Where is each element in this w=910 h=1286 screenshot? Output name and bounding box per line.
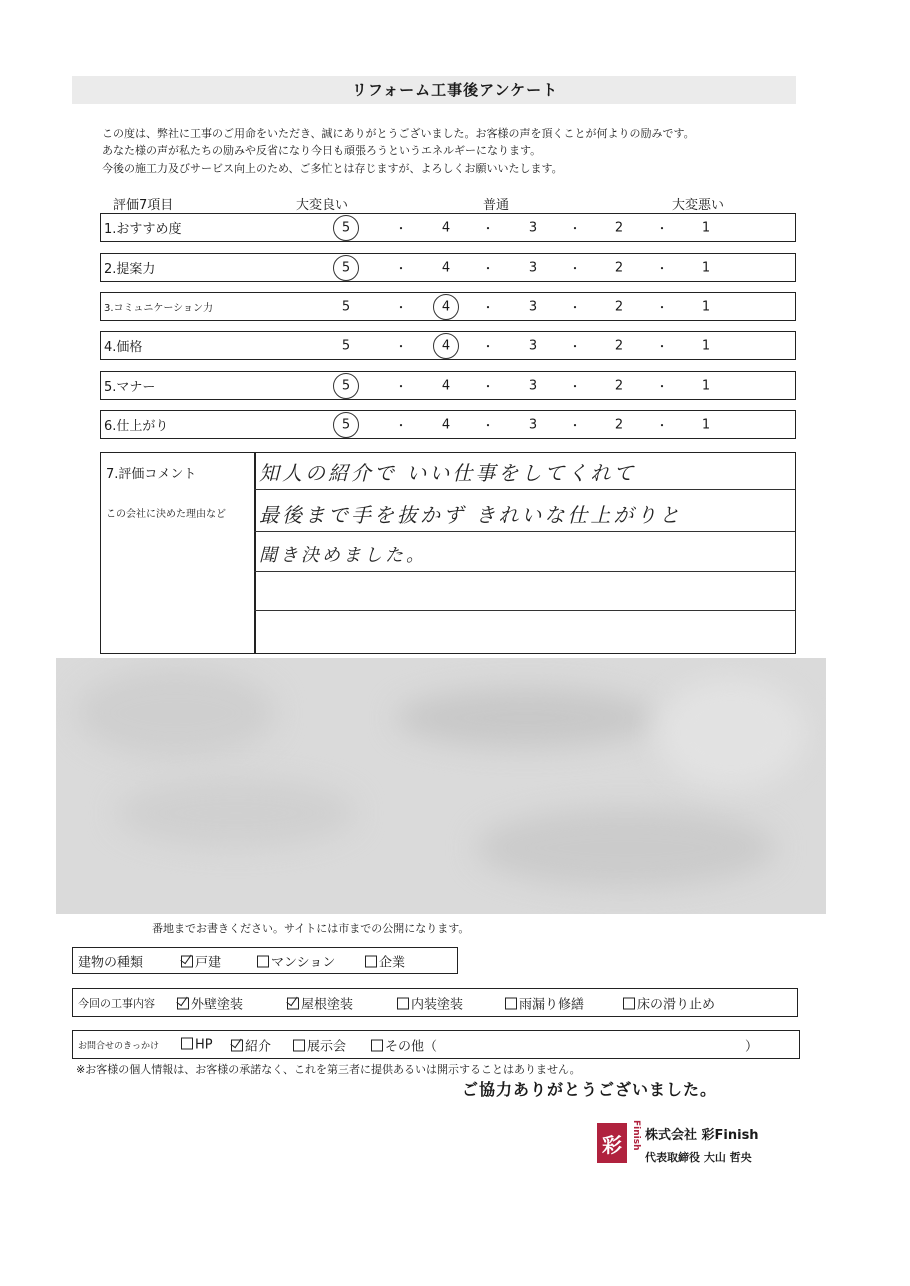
company-logo-text: Finish [631, 1120, 641, 1151]
rating-option-2[interactable]: 2 [614, 378, 624, 393]
redacted-blob [116, 778, 356, 848]
work-option-leak[interactable]: 雨漏り修繕 [505, 993, 584, 1012]
inquiry-trigger-label: お問合せのきっかけ [78, 1041, 160, 1051]
building-option-detached[interactable]: 戸建 [181, 951, 221, 970]
building-option-mansion[interactable]: マンション [257, 951, 335, 970]
company-representative: 代表取締役 大山 哲央 [645, 1151, 752, 1164]
intro-line-2: あなた様の声が私たちの励みや反省になり今日も頑張ろうというエネルギーになります。 [102, 144, 542, 157]
rating-row [100, 331, 796, 360]
comment-rule [254, 531, 795, 532]
rating-label: 1.おすすめ度 [104, 222, 182, 237]
rating-option-2[interactable]: 2 [614, 220, 624, 235]
trigger-option-hp[interactable]: HP [181, 1037, 213, 1052]
separator-dot: ・ [568, 261, 582, 275]
selected-circle-icon [433, 294, 459, 320]
comment-sublabel: この会社に決めた理由など [106, 509, 226, 520]
checkbox-icon[interactable] [177, 997, 189, 1009]
rating-option-4[interactable]: 4 [441, 220, 451, 235]
comment-divider [254, 453, 256, 653]
address-note: 番地までお書きください。サイトには市までの公開になります。 [152, 922, 470, 935]
rating-label: 5.マナー [104, 380, 156, 395]
trigger-option-referral[interactable]: 紹介 [231, 1035, 271, 1054]
separator-dot: ・ [394, 379, 408, 393]
separator-dot: ・ [655, 418, 669, 432]
trigger-option-exhibition[interactable]: 展示会 [293, 1035, 346, 1054]
redacted-blob [656, 678, 806, 788]
separator-dot: ・ [655, 339, 669, 353]
building-type-label: 建物の種類 [78, 955, 144, 970]
checkbox-icon[interactable] [371, 1039, 383, 1051]
separator-dot: ・ [568, 418, 582, 432]
rating-row [100, 371, 796, 400]
header-best: 大変良い [296, 198, 349, 213]
separator-dot: ・ [655, 261, 669, 275]
rating-row [100, 213, 796, 242]
checkbox-icon[interactable] [287, 997, 299, 1009]
rating-option-4[interactable]: 4 [441, 338, 451, 353]
separator-dot: ・ [481, 339, 495, 353]
rating-option-3[interactable]: 3 [528, 378, 538, 393]
work-option-roof[interactable]: 屋根塗装 [287, 993, 353, 1012]
rating-option-1[interactable]: 1 [701, 338, 711, 353]
rating-option-2[interactable]: 2 [614, 338, 624, 353]
separator-dot: ・ [481, 300, 495, 314]
rating-label: 3.コミュニケーション力 [104, 303, 213, 314]
separator-dot: ・ [481, 379, 495, 393]
inquiry-trigger-box [72, 1030, 800, 1059]
separator-dot: ・ [481, 418, 495, 432]
separator-dot: ・ [568, 379, 582, 393]
checkbox-icon[interactable] [397, 997, 409, 1009]
separator-dot: ・ [481, 221, 495, 235]
privacy-note: ※お客様の個人情報は、お客様の承諾なく、これを第三者に提供あるいは開示することはありません。 [76, 1063, 581, 1076]
comment-rule [254, 571, 795, 572]
comment-box [100, 452, 796, 654]
page-title: リフォーム工事後アンケート [351, 81, 559, 99]
separator-dot: ・ [655, 300, 669, 314]
handwritten-comment-line-1: 知人の紹介で いい仕事をしてくれて [259, 461, 637, 485]
rating-option-2[interactable]: 2 [614, 260, 624, 275]
rating-label: 2.提案力 [104, 262, 156, 277]
rating-option-4[interactable]: 4 [441, 299, 451, 314]
separator-dot: ・ [394, 300, 408, 314]
rating-option-5[interactable]: 5 [341, 260, 351, 275]
rating-option-1[interactable]: 1 [701, 260, 711, 275]
separator-dot: ・ [568, 221, 582, 235]
redacted-blob [396, 688, 656, 748]
separator-dot: ・ [394, 261, 408, 275]
building-option-company[interactable]: 企業 [365, 951, 405, 970]
selected-circle-icon [333, 255, 359, 281]
selected-circle-icon [433, 333, 459, 359]
work-option-exterior[interactable]: 外壁塗装 [177, 993, 243, 1012]
separator-dot: ・ [394, 418, 408, 432]
rating-option-4[interactable]: 4 [441, 260, 451, 275]
rating-option-2[interactable]: 2 [614, 417, 624, 432]
checkbox-icon[interactable] [181, 955, 193, 967]
rating-option-4[interactable]: 4 [441, 417, 451, 432]
checkbox-icon[interactable] [231, 1039, 243, 1051]
separator-dot: ・ [394, 221, 408, 235]
separator-dot: ・ [481, 261, 495, 275]
rating-option-3[interactable]: 3 [528, 260, 538, 275]
separator-dot: ・ [655, 379, 669, 393]
separator-dot: ・ [568, 339, 582, 353]
rating-label: 6.仕上がり [104, 419, 169, 434]
comment-rule [254, 489, 795, 490]
checkbox-icon[interactable] [257, 955, 269, 967]
trigger-close-paren: ） [745, 1039, 759, 1054]
rating-row [100, 253, 796, 282]
intro-line-1: この度は、弊社に工事のご用命をいただき、誠にありがとうございました。お客様の声を頂くことが何よりの励みです。 [102, 127, 695, 140]
rating-option-3[interactable]: 3 [528, 338, 538, 353]
rating-option-1[interactable]: 1 [701, 299, 711, 314]
rating-option-1[interactable]: 1 [701, 220, 711, 235]
rating-option-5[interactable]: 5 [341, 338, 351, 353]
rating-option-2[interactable]: 2 [614, 299, 624, 314]
separator-dot: ・ [655, 221, 669, 235]
redacted-blob [76, 668, 276, 758]
separator-dot: ・ [568, 300, 582, 314]
rating-option-4[interactable]: 4 [441, 378, 451, 393]
thanks-message: ご協力ありがとうございました。 [462, 1080, 718, 1099]
header-mid: 普通 [483, 198, 510, 213]
rating-row [100, 292, 796, 321]
handwritten-comment-line-2: 最後まで手を抜かず きれいな仕上がりと [259, 503, 683, 527]
selected-circle-icon [333, 215, 359, 241]
checkbox-icon[interactable] [505, 997, 517, 1009]
company-name: 株式会社 彩Finish [645, 1128, 759, 1143]
rating-option-5[interactable]: 5 [341, 417, 351, 432]
work-option-floor[interactable]: 床の滑り止め [623, 993, 715, 1012]
checkbox-icon[interactable] [365, 955, 377, 967]
separator-dot: ・ [394, 339, 408, 353]
checkbox-icon[interactable] [181, 1037, 193, 1049]
rating-label: 4.価格 [104, 340, 143, 355]
intro-line-3: 今後の施工力及びサービス向上のため、ご多忙とは存じますが、よろしくお願いいたします。 [102, 162, 563, 175]
work-content-box [72, 988, 798, 1017]
header-items: 評価7項目 [113, 198, 174, 213]
building-type-box [72, 947, 458, 974]
redacted-blob [476, 808, 776, 888]
comment-label: 7.評価コメント [106, 467, 197, 482]
rating-option-5[interactable]: 5 [341, 378, 351, 393]
selected-circle-icon [333, 412, 359, 438]
company-logo-icon: 彩 [597, 1123, 627, 1163]
rating-option-3[interactable]: 3 [528, 299, 538, 314]
rating-option-3[interactable]: 3 [528, 417, 538, 432]
rating-option-3[interactable]: 3 [528, 220, 538, 235]
rating-row [100, 410, 796, 439]
rating-option-5[interactable]: 5 [341, 220, 351, 235]
selected-circle-icon [333, 373, 359, 399]
checkbox-icon[interactable] [623, 997, 635, 1009]
handwritten-comment-line-3: 聞き決めました。 [259, 545, 427, 566]
comment-rule [254, 610, 795, 611]
header-worst: 大変悪い [672, 198, 725, 213]
rating-option-5[interactable]: 5 [341, 299, 351, 314]
redacted-area [56, 658, 826, 914]
work-option-interior[interactable]: 内装塗装 [397, 993, 463, 1012]
work-content-label: 今回の工事内容 [78, 996, 155, 1010]
checkbox-icon[interactable] [293, 1039, 305, 1051]
rating-option-1[interactable]: 1 [701, 417, 711, 432]
rating-option-1[interactable]: 1 [701, 378, 711, 393]
trigger-option-other[interactable]: その他（ [371, 1035, 437, 1054]
